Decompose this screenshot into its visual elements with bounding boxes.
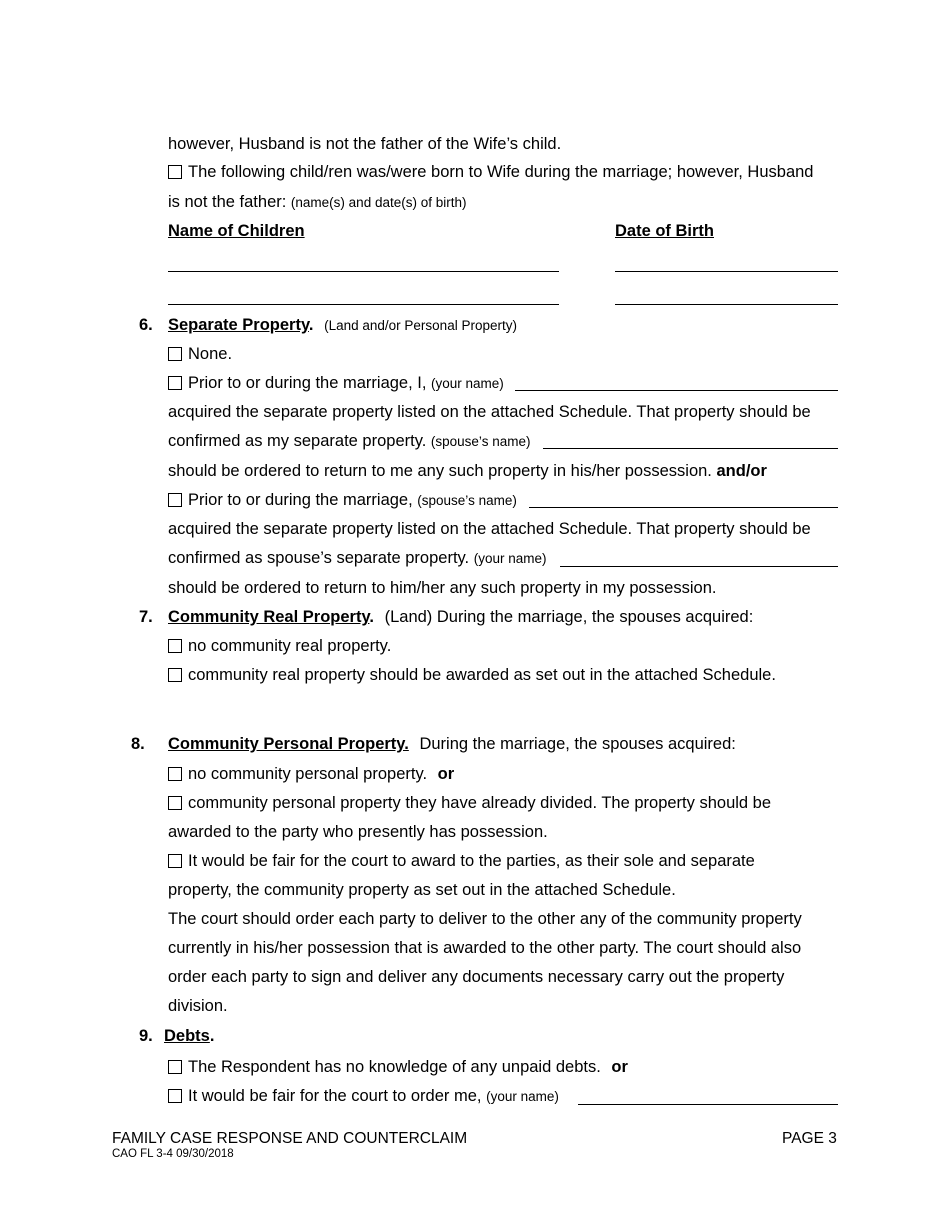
section-7-title-dot: . — [369, 608, 374, 626]
section-8-heading — [168, 734, 736, 754]
section-7-option-1 — [168, 636, 391, 656]
order-me-pay-debts-checkbox[interactable] — [168, 1089, 182, 1103]
section-6-return-2: should be ordered to return to him/her any such property in my possession. — [168, 579, 717, 597]
section-6-confirmed-2 — [168, 548, 547, 569]
spouse-separate-property-checkbox[interactable] — [168, 493, 182, 507]
footer-title: FAMILY CASE RESPONSE AND COUNTERCLAIM — [112, 1130, 468, 1147]
my-separate-property-checkbox[interactable] — [168, 376, 182, 390]
child-not-father-checkbox[interactable] — [168, 165, 182, 179]
intro-line-2 — [168, 162, 814, 182]
section-8-option-3-cont: property, the community property as set out in the attached Schedule. — [168, 881, 676, 899]
spouse-name-hint-1: (spouse’s name) — [430, 434, 531, 449]
your-name-field-1[interactable] — [515, 390, 838, 391]
community-real-property-schedule-checkbox[interactable] — [168, 668, 182, 682]
footer-page-number: PAGE 3 — [782, 1130, 837, 1147]
confirmed-2-text: confirmed as spouse’s separate property. — [168, 549, 470, 567]
none-checkbox[interactable] — [168, 347, 182, 361]
section-7-option-2 — [168, 665, 776, 685]
intro-line-3-text: is not the father: — [168, 193, 287, 211]
my-separate-property-label: Prior to or during the marriage, I, — [188, 374, 427, 392]
section-8-para-line-2: currently in his/her possession that is awarded to the other party. The court should also — [168, 939, 802, 957]
your-name-hint-2: (your name) — [473, 551, 547, 566]
section-8-para-line-3: order each party to sign and deliver any documents necessary carry out the property — [168, 968, 785, 986]
section-9-title: Debts — [164, 1027, 210, 1045]
no-community-personal-property-checkbox[interactable] — [168, 767, 182, 781]
section-8-option-3 — [168, 851, 755, 871]
section-9-heading — [164, 1026, 214, 1046]
section-6-heading — [168, 315, 517, 336]
your-name-field-2[interactable] — [560, 566, 838, 567]
section-7-heading — [168, 607, 753, 627]
children-name-header: Name of Children — [168, 222, 305, 240]
section-7-title: Community Real Property — [168, 608, 370, 626]
no-knowledge-debts-label: The Respondent has no knowledge of any unpaid debts. — [188, 1058, 601, 1076]
spouse-name-hint-2: (spouse’s name) — [417, 493, 517, 508]
spouse-name-field-2[interactable] — [529, 507, 838, 508]
confirmed-1-text: confirmed as my separate property. — [168, 432, 427, 450]
intro-line-2-text: The following child/ren was/were born to Wife during the marriage; however, Husband — [188, 163, 814, 181]
no-knowledge-debts-checkbox[interactable] — [168, 1060, 182, 1074]
child-name-field-2[interactable] — [168, 304, 559, 305]
section-9-option-1 — [168, 1057, 628, 1077]
section-8-number: 8. — [131, 735, 145, 753]
spouse-name-field-1[interactable] — [543, 448, 838, 449]
your-name-hint-3: (your name) — [486, 1089, 559, 1104]
section-6-confirmed-1 — [168, 431, 530, 452]
section-6-title: Separate Property — [168, 316, 309, 334]
section-8-para-line-1: The court should order each party to deliver to the other any of the community property — [168, 910, 802, 928]
already-divided-label: community personal property they have already divided. The property should be — [188, 794, 772, 812]
spouse-separate-property-label: Prior to or during the marriage, — [188, 491, 413, 509]
section-6-title-dot: . — [308, 316, 314, 334]
section-6-acquired-2: acquired the separate property listed on the attached Schedule. That property should be — [168, 520, 811, 538]
section-7-text: (Land) During the marriage, the spouses acquired: — [384, 608, 754, 626]
section-8-text: During the marriage, the spouses acquired: — [419, 735, 736, 753]
award-by-schedule-label: It would be fair for the court to award to the parties, as their sole and separate — [188, 852, 755, 870]
section-8-title: Community Personal Property. — [168, 735, 409, 753]
intro-line-3-note: (name(s) and date(s) of birth) — [290, 195, 467, 210]
already-divided-checkbox[interactable] — [168, 796, 182, 810]
award-by-schedule-checkbox[interactable] — [168, 854, 182, 868]
section-8-or-1: or — [437, 765, 455, 783]
child-dob-field-1[interactable] — [615, 271, 838, 272]
section-9-or: or — [611, 1058, 628, 1076]
community-real-property-schedule-label: community real property should be awarded as set out in the attached Schedule. — [188, 666, 776, 684]
section-9-title-dot: . — [209, 1027, 215, 1045]
no-community-personal-property-label: no community personal property. — [188, 765, 428, 783]
section-8-para-line-4: division. — [168, 997, 228, 1015]
section-6-note: (Land and/or Personal Property) — [324, 318, 517, 333]
section-6-acquired-1: acquired the separate property listed on the attached Schedule. That property should be — [168, 403, 811, 421]
and-or-label: and/or — [716, 462, 767, 480]
section-7-number: 7. — [139, 608, 153, 626]
children-dob-header: Date of Birth — [615, 222, 714, 240]
footer-form-code: CAO FL 3-4 09/30/2018 — [112, 1148, 234, 1160]
none-label: None. — [188, 345, 233, 363]
no-community-real-property-label: no community real property. — [188, 637, 392, 655]
your-name-hint-1: (your name) — [431, 376, 504, 391]
section-8-option-2-cont: awarded to the party who presently has possession. — [168, 823, 548, 841]
child-dob-field-2[interactable] — [615, 304, 838, 305]
section-6-none-option — [168, 344, 232, 364]
section-9-option-2 — [168, 1086, 559, 1107]
section-6-option-1 — [168, 373, 504, 394]
section-6-return-1 — [168, 461, 767, 481]
no-community-real-property-checkbox[interactable] — [168, 639, 182, 653]
return-1-text: should be ordered to return to me any such property in his/her possession. — [168, 462, 712, 480]
order-me-pay-debts-label: It would be fair for the court to order me, — [188, 1087, 482, 1105]
section-8-option-1 — [168, 764, 454, 784]
section-9-number: 9. — [139, 1027, 153, 1045]
intro-line-1: however, Husband is not the father of the Wife’s child. — [168, 135, 562, 153]
child-name-field-1[interactable] — [168, 271, 559, 272]
intro-line-3 — [168, 192, 467, 213]
section-6-number: 6. — [139, 316, 153, 334]
section-8-option-2 — [168, 793, 771, 813]
section-6-option-2 — [168, 490, 517, 511]
your-name-field-3[interactable] — [578, 1104, 838, 1105]
